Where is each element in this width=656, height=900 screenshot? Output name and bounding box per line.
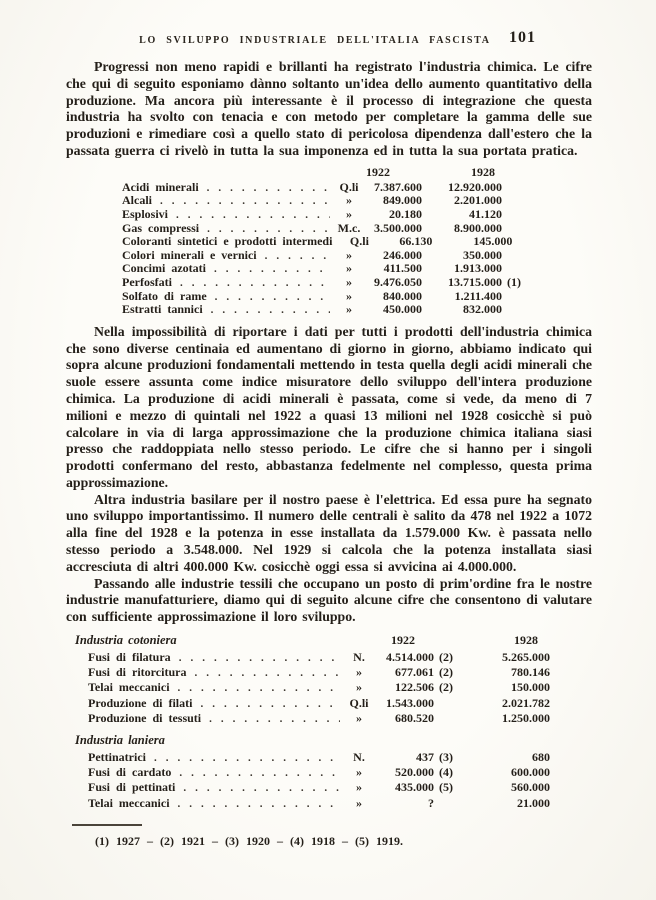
paragraph: Nella impossibilità di riportare i dati per tutti i prodotti dell'industria chimica che sono diverse centinaia ed aumentano di giorno in giorno, abbiamo indicato qui sopra alcune produzioni fondamentali mettendo in testa quella degli acidi minerali che suole essere assunta come indice misuratore dello sviluppo dell'intera produzione chimica. La produzione di acidi minerali è passata, come si vede, da meno di 7 milioni e mezzo di quintali nel 1922 a quasi 13 milioni nel 1928 cosicchè si può calcolare in via di larga approssimazione che la produzione chimica italiana siasi presso che raddoppiata nello stesso periodo. Le cifre che si hanno per i singoli prodotti confermano del resto, abbastanza fedelmente nel complesso, questa prima approssimazione. [66,323,592,490]
table-row [75,765,550,780]
year-1922-header: 1922 [391,633,415,648]
value-1922: 520.000 [395,765,434,780]
dot-leader [179,765,340,780]
unit-label: » [346,206,352,221]
row-label: Perfosfati [122,274,172,289]
footnote-rule [72,824,142,826]
dot-leader [265,249,330,263]
footnote: (1) 1927 – (2) 1921 – (3) 1920 – (4) 1918 – (5) 1919. [95,833,403,848]
row-label: Fusi di pettinati [88,780,176,795]
table-row [75,780,550,795]
footnote-marker: (2) [439,650,453,665]
row-label: Acidi minerali [122,179,199,194]
table-row [75,650,550,665]
row-label: Fusi di ritorcitura [88,665,187,680]
table-row [122,303,530,317]
year-1922-header: 1922 [366,164,390,179]
page-number: 101 [509,29,536,46]
row-label: Concimi azotati [122,261,206,276]
unit-label: » [356,665,362,680]
value-1922: 9.476.050 [374,274,422,289]
section-title-wool: Industria laniera [75,733,165,748]
value-1928: 2.021.782 [502,695,550,710]
value-1928: 21.000 [517,795,550,810]
dot-leader [178,680,340,695]
unit-label: » [346,274,352,289]
table-row [75,696,550,711]
row-label: Produzione di filati [88,695,193,710]
dot-leader [214,262,330,276]
footnote-marker: (2) [439,680,453,695]
table-header-row [75,633,550,648]
value-1928: 1.211.400 [454,288,502,303]
value-1928: 41.120 [469,206,502,221]
unit-label: » [346,302,352,317]
table-row [122,290,530,304]
value-1922: 849.000 [383,193,422,208]
table-row [75,665,550,680]
table-row [122,194,530,208]
table-row [75,680,550,695]
row-label: Fusi di cardato [88,765,172,780]
unit-label: M.c. [337,220,361,235]
value-1928: 12.920.000 [448,179,502,194]
dot-leader [180,276,330,290]
dot-leader [207,181,330,195]
unit-label: N. [353,650,365,665]
dot-leader [176,208,330,222]
paragraph: Passando alle industrie tessili che occupano un posto di prim'ordine fra le nostre industrie manufatturiere, diamo qui di seguito alcune cifre che consentono di valutare con sufficiente approssimazione il loro sviluppo. [66,575,592,625]
table-row [122,208,530,222]
footnote-marker: (4) [439,765,453,780]
dot-leader [215,290,330,304]
dot-leader [209,711,340,726]
table-row [122,249,530,263]
row-label: Esplosivi [122,206,169,221]
body-text [66,324,592,626]
value-1922: 1.543.000 [386,695,434,710]
year-1928-header: 1928 [471,164,495,179]
value-1922: 4.514.000 [386,650,434,665]
value-1922: 66.130 [399,234,433,249]
value-1928: 560.000 [511,780,550,795]
dot-leader [207,222,330,236]
paragraph: Progressi non meno rapidi e brillanti ha registrato l'industria chimica. Le cifre che qui di seguito esponiamo dànno soltanto un'idea dello aumento quantitativo della produzione. Ma ancora più interessante è il processo di integrazione che questa industria ha svolto con tenacia e con metodo per completare la gamma delle sue produzioni e rimediare così a quello stato di pericolosa dipendenza dall'estero che la passata guerra ci rivelò in tutta la sua imponenza ed in tutta la sua portata pratica. [66,59,592,158]
running-title: LO SVILUPPO INDUSTRIALE DELL'ITALIA FASCISTA [139,35,491,46]
dot-leader [160,194,330,208]
value-1922: 677.061 [395,665,434,680]
value-1922: 840.000 [383,288,422,303]
value-1928: 8.900.000 [454,220,502,235]
unit-label: » [356,680,362,695]
unit-label: » [346,288,352,303]
unit-label: Q.li [349,695,369,710]
value-1922: 20.180 [389,206,422,221]
unit-label: » [356,765,362,780]
table-header-row [122,165,530,180]
value-1922: 450.000 [383,302,422,317]
unit-label: » [346,193,352,208]
dot-leader [178,796,340,811]
table-row [122,181,530,195]
dot-leader [179,650,340,665]
dot-leader [194,665,340,680]
year-1928-header: 1928 [514,633,538,648]
value-1922: 3.500.000 [374,220,422,235]
value-1922: 7.387.600 [374,179,422,194]
value-1922: 437 [416,750,434,765]
row-label: Alcali [122,193,152,208]
unit-label: Q.li [339,179,359,194]
dot-leader [211,303,330,317]
value-1928: 350.000 [463,247,502,262]
value-1928: 832.000 [463,302,502,317]
section-title-cotton: Industria cotoniera [75,633,177,648]
footnote-marker: (5) [439,780,453,795]
paragraph: Altra industria basilare per il nostro paese è l'elettrica. Ed essa pure ha segnato uno sviluppo importantissimo. Il numero delle centrali è salito da 478 nel 1922 a 1072 alla fine del 1928 e la potenza in esse installata da 1.579.000 Kw. è passata nello stesso periodo a 3.548.000. Nel 1929 si calcola che la potenza installata siasi accresciuta di altri 400.000 Kw. cosicchè oggi essa si avvicina ai 4.000.000. [66,491,592,574]
unit-label: » [356,710,362,725]
footnote-marker: (3) [439,750,453,765]
table-row [75,711,550,726]
table-row [122,235,530,249]
row-label: Telai meccanici [88,795,170,810]
table-row [75,796,550,811]
row-label: Coloranti sintetici e prodotti intermedi [122,234,333,249]
table-row [75,750,550,765]
chemical-production-table [122,165,530,317]
value-1928: 145.000 [473,234,513,249]
unit-label: N. [353,750,365,765]
row-label: Estratti tannici [122,302,203,317]
value-1922: 122.506 [395,680,434,695]
value-1928: 1.913.000 [454,261,502,276]
value-1922: 411.500 [383,261,422,276]
table-row [122,276,530,290]
value-1928: 600.000 [511,765,550,780]
section-header-row [75,733,550,748]
value-1928: 680 [532,750,550,765]
footnote-marker: (1) [507,274,521,289]
value-1928: 2.201.000 [454,193,502,208]
unit-label: Q.li [349,234,369,249]
row-label: Colori minerali e vernici [122,247,257,262]
value-1928: 150.000 [511,680,550,695]
row-label: Gas compressi [122,220,200,235]
value-1922: 246.000 [383,247,422,262]
unit-label: » [346,261,352,276]
table-row [122,222,530,236]
unit-label: » [356,795,362,810]
running-head [66,29,592,48]
row-label: Solfato di rame [122,288,207,303]
dot-leader [183,780,340,795]
textile-industry-table [75,633,550,811]
value-1928: 1.250.000 [502,710,550,725]
value-1928: 5.265.000 [502,650,550,665]
row-label: Telai meccanici [88,680,170,695]
dot-leader [154,750,340,765]
value-1922: ? [428,795,434,810]
footnote-marker: (2) [439,665,453,680]
row-label: Fusi di filatura [88,650,171,665]
table-row [122,262,530,276]
row-label: Pettinatrici [88,750,146,765]
value-1922: 680.520 [395,710,434,725]
value-1928: 780.146 [511,665,550,680]
unit-label: » [356,780,362,795]
unit-label: » [346,247,352,262]
dot-leader [200,696,340,711]
value-1928: 13.715.000 [448,274,502,289]
value-1922: 435.000 [395,780,434,795]
body-text [66,59,592,160]
row-label: Produzione di tessuti [88,710,202,725]
